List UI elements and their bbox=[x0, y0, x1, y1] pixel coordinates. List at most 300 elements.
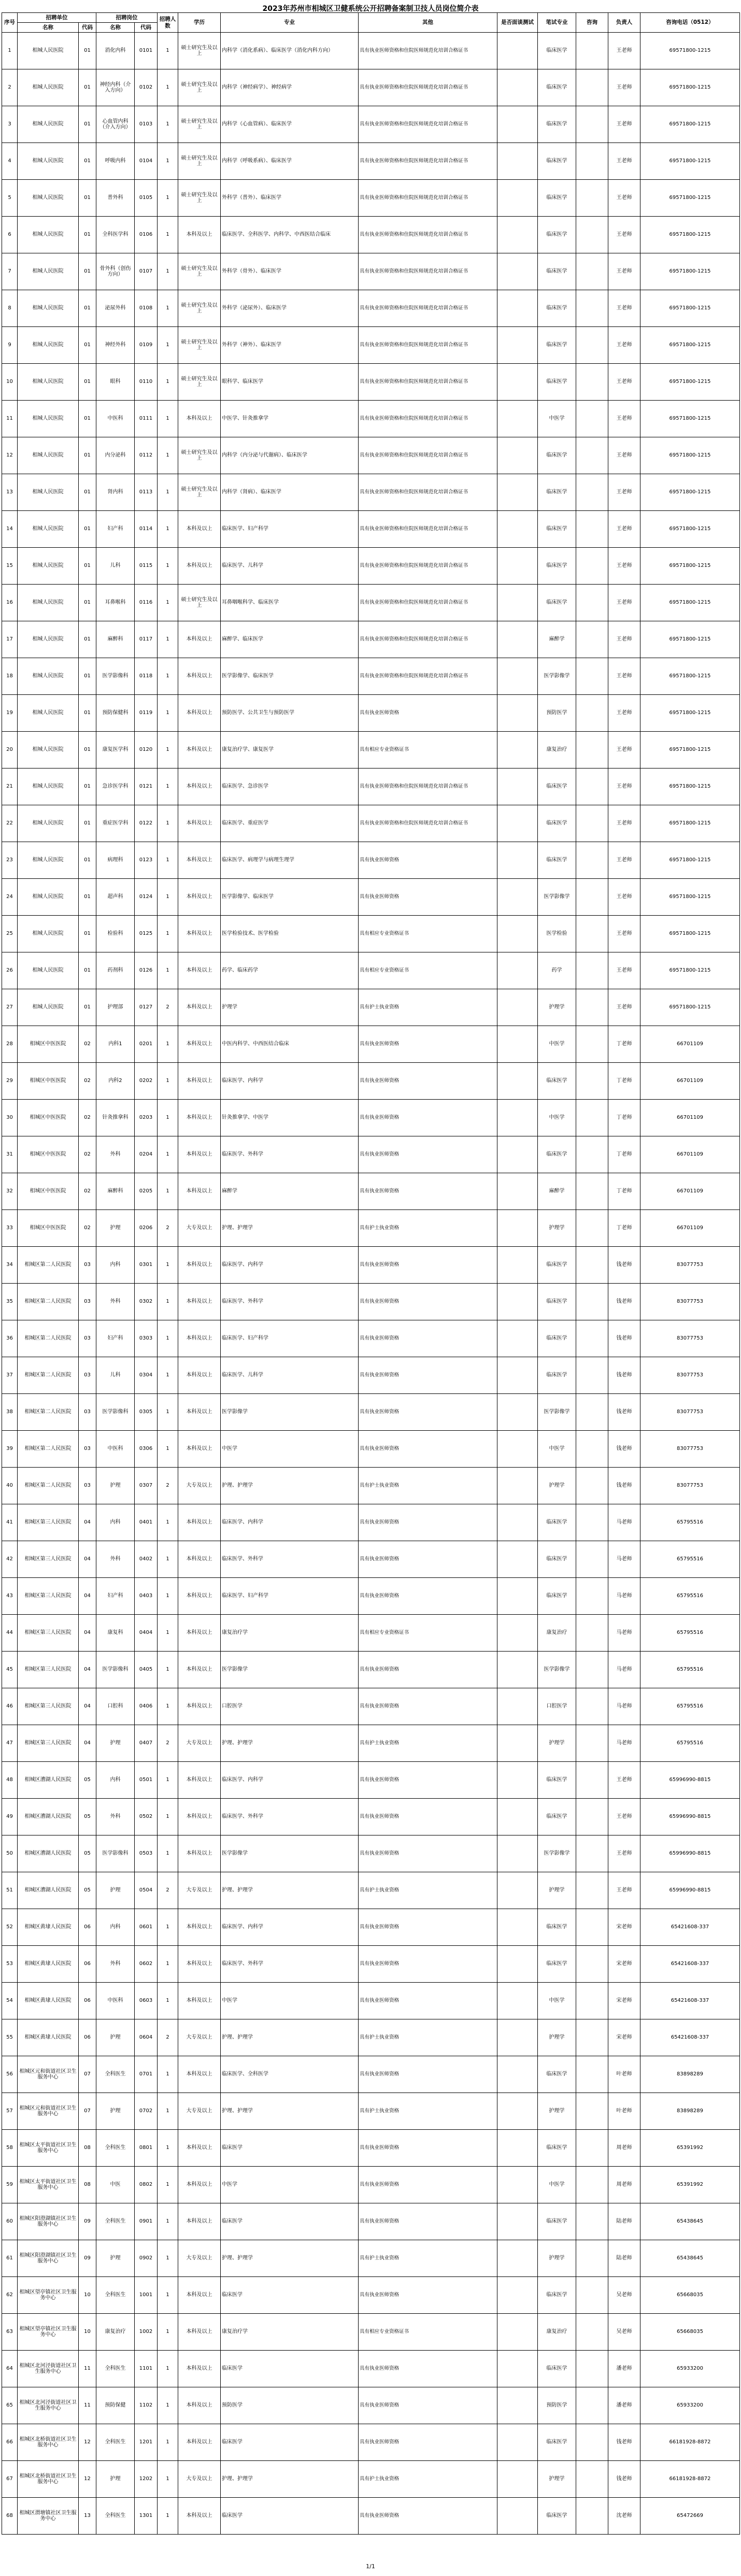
cell-count: 1 bbox=[158, 1431, 178, 1468]
cell-consult bbox=[576, 1357, 608, 1394]
cell-consult bbox=[576, 69, 608, 106]
cell-contact: 王老师 bbox=[608, 1762, 640, 1799]
cell-consult bbox=[576, 401, 608, 437]
cell-count: 1 bbox=[158, 1799, 178, 1835]
cell-position: 神经内科（介入方向） bbox=[96, 69, 135, 106]
cell-unit-code: 04 bbox=[79, 1541, 96, 1578]
cell-education: 本科及以上 bbox=[178, 842, 221, 879]
cell-unit-code: 01 bbox=[79, 879, 96, 916]
cell-position-code: 0602 bbox=[135, 1946, 158, 1983]
cell-education: 本科及以上 bbox=[178, 1909, 221, 1946]
cell-position: 护理 bbox=[96, 1210, 135, 1247]
cell-position-code: 0108 bbox=[135, 290, 158, 327]
cell-major: 临床医学、外科学 bbox=[221, 1799, 359, 1835]
cell-written: 预防医学 bbox=[538, 2387, 576, 2424]
cell-count: 1 bbox=[158, 1504, 178, 1541]
cell-other: 具有执业医师资格和住院医师规范化培训合格证书 bbox=[359, 437, 497, 474]
cell-interview bbox=[497, 1578, 538, 1615]
cell-consult bbox=[576, 2314, 608, 2351]
cell-major: 针灸推拿学、中医学 bbox=[221, 1100, 359, 1136]
cell-position: 骨外科（创伤方向） bbox=[96, 253, 135, 290]
cell-education: 本科及以上 bbox=[178, 1946, 221, 1983]
cell-count: 1 bbox=[158, 253, 178, 290]
cell-consult bbox=[576, 1652, 608, 1688]
cell-education: 硕士研究生及以上 bbox=[178, 180, 221, 217]
cell-no: 63 bbox=[2, 2314, 18, 2351]
cell-position-code: 0118 bbox=[135, 658, 158, 695]
cell-other: 具有执业医师资格 bbox=[359, 1100, 497, 1136]
cell-major: 中医学 bbox=[221, 2167, 359, 2203]
table-row bbox=[2, 106, 740, 143]
cell-major: 护理、护理学 bbox=[221, 1725, 359, 1762]
table-row bbox=[2, 1909, 740, 1946]
cell-interview bbox=[497, 2277, 538, 2314]
cell-written: 临床医学 bbox=[538, 1357, 576, 1394]
cell-major: 临床医学 bbox=[221, 2351, 359, 2387]
cell-interview bbox=[497, 1762, 538, 1799]
cell-interview bbox=[497, 879, 538, 916]
cell-unit: 相城区漕湖人民医院 bbox=[18, 1872, 79, 1909]
cell-major: 临床医学、妇产科学 bbox=[221, 1578, 359, 1615]
cell-phone: 65438645 bbox=[640, 2203, 740, 2240]
cell-major: 外科学（神外）、临床医学 bbox=[221, 327, 359, 364]
cell-written: 临床医学 bbox=[538, 180, 576, 217]
cell-unit: 相城区太平街道社区卫生服务中心 bbox=[18, 2130, 79, 2167]
cell-unit-code: 01 bbox=[79, 621, 96, 658]
cell-contact: 马老师 bbox=[608, 1541, 640, 1578]
cell-education: 本科及以上 bbox=[178, 1983, 221, 2019]
cell-contact: 钱老师 bbox=[608, 1431, 640, 1468]
cell-consult bbox=[576, 511, 608, 548]
cell-phone: 66701109 bbox=[640, 1026, 740, 1063]
cell-interview bbox=[497, 2056, 538, 2093]
cell-consult bbox=[576, 548, 608, 585]
cell-count: 1 bbox=[158, 474, 178, 511]
cell-no: 65 bbox=[2, 2387, 18, 2424]
cell-written: 护理学 bbox=[538, 2240, 576, 2277]
cell-count: 1 bbox=[158, 1284, 178, 1320]
cell-unit: 相城人民医院 bbox=[18, 621, 79, 658]
cell-unit-code: 01 bbox=[79, 916, 96, 952]
cell-position: 护理 bbox=[96, 1725, 135, 1762]
cell-phone: 83077753 bbox=[640, 1357, 740, 1394]
cell-contact: 马老师 bbox=[608, 1578, 640, 1615]
cell-interview bbox=[497, 842, 538, 879]
cell-unit: 相城区第三人民医院 bbox=[18, 1541, 79, 1578]
cell-interview bbox=[497, 2314, 538, 2351]
cell-contact: 王老师 bbox=[608, 33, 640, 69]
cell-interview bbox=[497, 364, 538, 401]
cell-position: 内科1 bbox=[96, 1026, 135, 1063]
cell-education: 大专及以上 bbox=[178, 2093, 221, 2130]
cell-unit: 相城区中医医院 bbox=[18, 1063, 79, 1100]
table-row bbox=[2, 2314, 740, 2351]
cell-contact: 宋老师 bbox=[608, 1909, 640, 1946]
cell-position: 全科医生 bbox=[96, 2424, 135, 2461]
cell-other: 具有相应专业资格证书 bbox=[359, 916, 497, 952]
cell-no: 3 bbox=[2, 106, 18, 143]
table-row bbox=[2, 989, 740, 1026]
cell-no: 20 bbox=[2, 732, 18, 768]
cell-unit: 相城人民医院 bbox=[18, 879, 79, 916]
cell-other: 具有执业医师资格和住院医师规范化培训合格证书 bbox=[359, 401, 497, 437]
cell-other: 具有执业医师资格和住院医师规范化培训合格证书 bbox=[359, 143, 497, 180]
cell-education: 本科及以上 bbox=[178, 658, 221, 695]
cell-contact: 王老师 bbox=[608, 548, 640, 585]
header-phone: 咨询电话（0512） bbox=[640, 13, 740, 33]
cell-education: 本科及以上 bbox=[178, 2498, 221, 2535]
cell-written: 中医学 bbox=[538, 1100, 576, 1136]
cell-interview bbox=[497, 1247, 538, 1284]
cell-major: 护理学 bbox=[221, 989, 359, 1026]
cell-written: 麻醉学 bbox=[538, 1173, 576, 1210]
cell-unit: 相城人民医院 bbox=[18, 364, 79, 401]
cell-unit-code: 01 bbox=[79, 69, 96, 106]
cell-no: 31 bbox=[2, 1136, 18, 1173]
cell-written: 药学 bbox=[538, 952, 576, 989]
cell-interview bbox=[497, 2387, 538, 2424]
cell-written: 临床医学 bbox=[538, 1946, 576, 1983]
cell-unit-code: 03 bbox=[79, 1247, 96, 1284]
cell-interview bbox=[497, 253, 538, 290]
table-row bbox=[2, 1468, 740, 1504]
cell-consult bbox=[576, 1284, 608, 1320]
cell-consult bbox=[576, 1909, 608, 1946]
cell-contact: 钱老师 bbox=[608, 1320, 640, 1357]
cell-major: 康复治疗学 bbox=[221, 2314, 359, 2351]
cell-education: 硕士研究生及以上 bbox=[178, 364, 221, 401]
cell-other: 具有相应专业资格证书 bbox=[359, 952, 497, 989]
cell-major: 临床医学、外科学 bbox=[221, 1284, 359, 1320]
cell-other: 具有执业医师资格 bbox=[359, 695, 497, 732]
cell-interview bbox=[497, 290, 538, 327]
cell-other: 具有执业医师资格 bbox=[359, 2424, 497, 2461]
cell-phone: 83077753 bbox=[640, 1468, 740, 1504]
cell-contact: 钱老师 bbox=[608, 1247, 640, 1284]
cell-consult bbox=[576, 1136, 608, 1173]
cell-count: 1 bbox=[158, 879, 178, 916]
cell-written: 临床医学 bbox=[538, 1063, 576, 1100]
table-row bbox=[2, 1872, 740, 1909]
cell-unit: 相城人民医院 bbox=[18, 217, 79, 253]
cell-contact: 王老师 bbox=[608, 474, 640, 511]
cell-phone: 66701109 bbox=[640, 1136, 740, 1173]
recruitment-table bbox=[2, 12, 740, 2535]
page-number: 1/1 bbox=[366, 2563, 375, 2570]
cell-contact: 王老师 bbox=[608, 290, 640, 327]
cell-major: 临床医学、病理学与病理生理学 bbox=[221, 842, 359, 879]
cell-other: 具有执业医师资格 bbox=[359, 1136, 497, 1173]
cell-consult bbox=[576, 2240, 608, 2277]
cell-unit: 相城区北河泾街道社区卫生服务中心 bbox=[18, 2351, 79, 2387]
table-row bbox=[2, 1652, 740, 1688]
cell-unit-code: 03 bbox=[79, 1284, 96, 1320]
table-row bbox=[2, 805, 740, 842]
cell-unit-code: 01 bbox=[79, 217, 96, 253]
cell-count: 2 bbox=[158, 1872, 178, 1909]
cell-contact: 马老师 bbox=[608, 1504, 640, 1541]
cell-unit: 相城人民医院 bbox=[18, 69, 79, 106]
cell-contact: 陆老师 bbox=[608, 2203, 640, 2240]
cell-unit-code: 04 bbox=[79, 1578, 96, 1615]
table-row bbox=[2, 364, 740, 401]
cell-position-code: 0116 bbox=[135, 585, 158, 621]
cell-other: 具有执业医师资格 bbox=[359, 1504, 497, 1541]
cell-no: 35 bbox=[2, 1284, 18, 1320]
cell-education: 硕士研究生及以上 bbox=[178, 585, 221, 621]
cell-unit: 相城区中医医院 bbox=[18, 1173, 79, 1210]
cell-other: 具有执业医师资格和住院医师规范化培训合格证书 bbox=[359, 768, 497, 805]
cell-phone: 65996990-8815 bbox=[640, 1762, 740, 1799]
cell-position-code: 0119 bbox=[135, 695, 158, 732]
cell-position-code: 0113 bbox=[135, 474, 158, 511]
cell-written: 临床医学 bbox=[538, 364, 576, 401]
cell-no: 12 bbox=[2, 437, 18, 474]
cell-count: 1 bbox=[158, 1909, 178, 1946]
cell-written: 临床医学 bbox=[538, 1762, 576, 1799]
cell-written: 口腔医学 bbox=[538, 1688, 576, 1725]
cell-unit: 相城区第二人民医院 bbox=[18, 1357, 79, 1394]
cell-written: 护理学 bbox=[538, 1468, 576, 1504]
cell-unit: 相城区第三人民医院 bbox=[18, 1688, 79, 1725]
cell-phone: 65421608-337 bbox=[640, 2019, 740, 2056]
cell-education: 大专及以上 bbox=[178, 1468, 221, 1504]
cell-written: 临床医学 bbox=[538, 1320, 576, 1357]
cell-unit-code: 04 bbox=[79, 1504, 96, 1541]
cell-consult bbox=[576, 621, 608, 658]
cell-phone: 65933200 bbox=[640, 2351, 740, 2387]
table-row bbox=[2, 621, 740, 658]
cell-consult bbox=[576, 364, 608, 401]
table-row bbox=[2, 879, 740, 916]
cell-contact: 丁老师 bbox=[608, 1063, 640, 1100]
cell-major: 医学影像学、临床医学 bbox=[221, 879, 359, 916]
cell-unit-code: 04 bbox=[79, 1652, 96, 1688]
cell-position: 心血管内科（介入方向） bbox=[96, 106, 135, 143]
cell-phone: 69571800-1215 bbox=[640, 327, 740, 364]
cell-contact: 王老师 bbox=[608, 658, 640, 695]
table-row bbox=[2, 1615, 740, 1652]
cell-position: 麻醉科 bbox=[96, 621, 135, 658]
cell-other: 具有护士执业资格 bbox=[359, 2240, 497, 2277]
cell-contact: 王老师 bbox=[608, 364, 640, 401]
cell-phone: 83898289 bbox=[640, 2056, 740, 2093]
cell-position: 内科 bbox=[96, 1504, 135, 1541]
cell-other: 具有相应专业资格证书 bbox=[359, 1615, 497, 1652]
cell-contact: 王老师 bbox=[608, 916, 640, 952]
cell-other: 具有护士执业资格 bbox=[359, 1725, 497, 1762]
cell-contact: 吴老师 bbox=[608, 2314, 640, 2351]
cell-major: 预防医学 bbox=[221, 2387, 359, 2424]
cell-written: 临床医学 bbox=[538, 253, 576, 290]
cell-phone: 69571800-1215 bbox=[640, 695, 740, 732]
cell-other: 具有执业医师资格 bbox=[359, 2277, 497, 2314]
cell-count: 1 bbox=[158, 2167, 178, 2203]
cell-position-code: 0114 bbox=[135, 511, 158, 548]
cell-written: 护理学 bbox=[538, 1210, 576, 1247]
cell-unit-code: 02 bbox=[79, 1100, 96, 1136]
cell-other: 具有执业医师资格 bbox=[359, 1394, 497, 1431]
table-row bbox=[2, 1357, 740, 1394]
cell-consult bbox=[576, 2277, 608, 2314]
cell-consult bbox=[576, 2498, 608, 2535]
cell-count: 1 bbox=[158, 621, 178, 658]
cell-unit: 相城人民医院 bbox=[18, 768, 79, 805]
cell-interview bbox=[497, 2424, 538, 2461]
cell-major: 临床医学、内科学 bbox=[221, 1063, 359, 1100]
cell-unit-code: 10 bbox=[79, 2277, 96, 2314]
cell-phone: 65391992 bbox=[640, 2167, 740, 2203]
cell-education: 本科及以上 bbox=[178, 1762, 221, 1799]
cell-contact: 王老师 bbox=[608, 952, 640, 989]
cell-count: 1 bbox=[158, 548, 178, 585]
cell-major: 康复治疗学、康复医学 bbox=[221, 732, 359, 768]
cell-count: 1 bbox=[158, 1394, 178, 1431]
cell-other: 具有执业医师资格 bbox=[359, 2498, 497, 2535]
cell-phone: 65795516 bbox=[640, 1578, 740, 1615]
cell-major: 临床医学、外科学 bbox=[221, 1541, 359, 1578]
cell-position: 护理 bbox=[96, 2461, 135, 2498]
cell-consult bbox=[576, 327, 608, 364]
cell-major: 临床医学、妇产科学 bbox=[221, 511, 359, 548]
cell-unit: 相城区第二人民医院 bbox=[18, 1247, 79, 1284]
cell-count: 1 bbox=[158, 1835, 178, 1872]
cell-position-code: 0105 bbox=[135, 180, 158, 217]
cell-no: 25 bbox=[2, 916, 18, 952]
cell-position: 针灸推拿科 bbox=[96, 1100, 135, 1136]
table-row bbox=[2, 290, 740, 327]
cell-unit: 相城区第三人民医院 bbox=[18, 1615, 79, 1652]
cell-consult bbox=[576, 106, 608, 143]
cell-contact: 王老师 bbox=[608, 879, 640, 916]
header-consult: 咨询 bbox=[576, 13, 608, 33]
cell-written: 医学检验 bbox=[538, 916, 576, 952]
cell-count: 1 bbox=[158, 805, 178, 842]
cell-other: 具有护士执业资格 bbox=[359, 1468, 497, 1504]
cell-phone: 65421608-337 bbox=[640, 1909, 740, 1946]
cell-position-code: 0110 bbox=[135, 364, 158, 401]
cell-position-code: 0302 bbox=[135, 1284, 158, 1320]
cell-interview bbox=[497, 1173, 538, 1210]
cell-consult bbox=[576, 1026, 608, 1063]
cell-major: 外科学（普外）、临床医学 bbox=[221, 180, 359, 217]
cell-count: 2 bbox=[158, 1210, 178, 1247]
cell-other: 具有护士执业资格 bbox=[359, 1872, 497, 1909]
cell-contact: 叶老师 bbox=[608, 2056, 640, 2093]
cell-unit-code: 12 bbox=[79, 2424, 96, 2461]
cell-unit: 相城人民医院 bbox=[18, 106, 79, 143]
cell-written: 临床医学 bbox=[538, 2424, 576, 2461]
cell-phone: 69571800-1215 bbox=[640, 253, 740, 290]
cell-contact: 沈老师 bbox=[608, 2498, 640, 2535]
cell-unit: 相城区黄埭人民医院 bbox=[18, 2019, 79, 2056]
cell-position-code: 0124 bbox=[135, 879, 158, 916]
table-row bbox=[2, 2424, 740, 2461]
cell-unit: 相城区漕湖人民医院 bbox=[18, 1762, 79, 1799]
cell-major: 内科学（内分泌与代谢病）、临床医学 bbox=[221, 437, 359, 474]
cell-other: 具有执业医师资格和住院医师规范化培训合格证书 bbox=[359, 253, 497, 290]
cell-contact: 马老师 bbox=[608, 1615, 640, 1652]
cell-major: 临床医学、全科医学 bbox=[221, 2056, 359, 2093]
table-row bbox=[2, 401, 740, 437]
cell-position: 普外科 bbox=[96, 180, 135, 217]
table-row bbox=[2, 1946, 740, 1983]
cell-no: 19 bbox=[2, 695, 18, 732]
cell-education: 本科及以上 bbox=[178, 1247, 221, 1284]
cell-position-code: 0121 bbox=[135, 768, 158, 805]
cell-position-code: 0404 bbox=[135, 1615, 158, 1652]
cell-no: 14 bbox=[2, 511, 18, 548]
cell-phone: 69571800-1215 bbox=[640, 180, 740, 217]
cell-no: 23 bbox=[2, 842, 18, 879]
cell-interview bbox=[497, 1983, 538, 2019]
cell-interview bbox=[497, 2167, 538, 2203]
cell-no: 62 bbox=[2, 2277, 18, 2314]
cell-count: 1 bbox=[158, 2240, 178, 2277]
table-row bbox=[2, 2019, 740, 2056]
cell-no: 59 bbox=[2, 2167, 18, 2203]
cell-position-code: 0902 bbox=[135, 2240, 158, 2277]
cell-interview bbox=[497, 1541, 538, 1578]
cell-consult bbox=[576, 952, 608, 989]
cell-other: 具有执业医师资格和住院医师规范化培训合格证书 bbox=[359, 364, 497, 401]
cell-count: 1 bbox=[158, 1136, 178, 1173]
cell-unit-code: 07 bbox=[79, 2056, 96, 2093]
cell-unit: 相城人民医院 bbox=[18, 548, 79, 585]
cell-other: 具有执业医师资格 bbox=[359, 1688, 497, 1725]
cell-count: 1 bbox=[158, 511, 178, 548]
cell-unit: 相城区黄埭人民医院 bbox=[18, 1946, 79, 1983]
cell-position: 护理 bbox=[96, 2093, 135, 2130]
cell-interview bbox=[497, 548, 538, 585]
cell-position-code: 1002 bbox=[135, 2314, 158, 2351]
cell-other: 具有执业医师资格和住院医师规范化培训合格证书 bbox=[359, 180, 497, 217]
cell-other: 具有执业医师资格 bbox=[359, 1320, 497, 1357]
cell-major: 药学、临床药学 bbox=[221, 952, 359, 989]
cell-major: 临床医学、重症医学 bbox=[221, 805, 359, 842]
cell-written: 麻醉学 bbox=[538, 621, 576, 658]
cell-unit: 相城区中医医院 bbox=[18, 1136, 79, 1173]
table-row bbox=[2, 1173, 740, 1210]
cell-education: 本科及以上 bbox=[178, 1173, 221, 1210]
cell-consult bbox=[576, 2351, 608, 2387]
cell-phone: 65996990-8815 bbox=[640, 1835, 740, 1872]
cell-phone: 65933200 bbox=[640, 2387, 740, 2424]
cell-consult bbox=[576, 916, 608, 952]
cell-education: 硕士研究生及以上 bbox=[178, 327, 221, 364]
header-employer-code: 代码 bbox=[79, 23, 96, 33]
cell-unit-code: 06 bbox=[79, 1909, 96, 1946]
cell-no: 11 bbox=[2, 401, 18, 437]
cell-major: 临床医学 bbox=[221, 2203, 359, 2240]
cell-phone: 66701109 bbox=[640, 1100, 740, 1136]
cell-position-code: 0112 bbox=[135, 437, 158, 474]
cell-education: 本科及以上 bbox=[178, 511, 221, 548]
cell-unit-code: 01 bbox=[79, 989, 96, 1026]
cell-unit: 相城区阳澄湖镇社区卫生服务中心 bbox=[18, 2203, 79, 2240]
cell-position: 康复科 bbox=[96, 1615, 135, 1652]
cell-other: 具有相应专业资格证书 bbox=[359, 732, 497, 768]
cell-no: 33 bbox=[2, 1210, 18, 1247]
cell-written: 护理学 bbox=[538, 2461, 576, 2498]
table-row bbox=[2, 69, 740, 106]
cell-education: 本科及以上 bbox=[178, 1284, 221, 1320]
cell-phone: 65996990-8815 bbox=[640, 1799, 740, 1835]
cell-count: 1 bbox=[158, 2498, 178, 2535]
cell-consult bbox=[576, 2424, 608, 2461]
cell-interview bbox=[497, 1357, 538, 1394]
cell-count: 1 bbox=[158, 1026, 178, 1063]
